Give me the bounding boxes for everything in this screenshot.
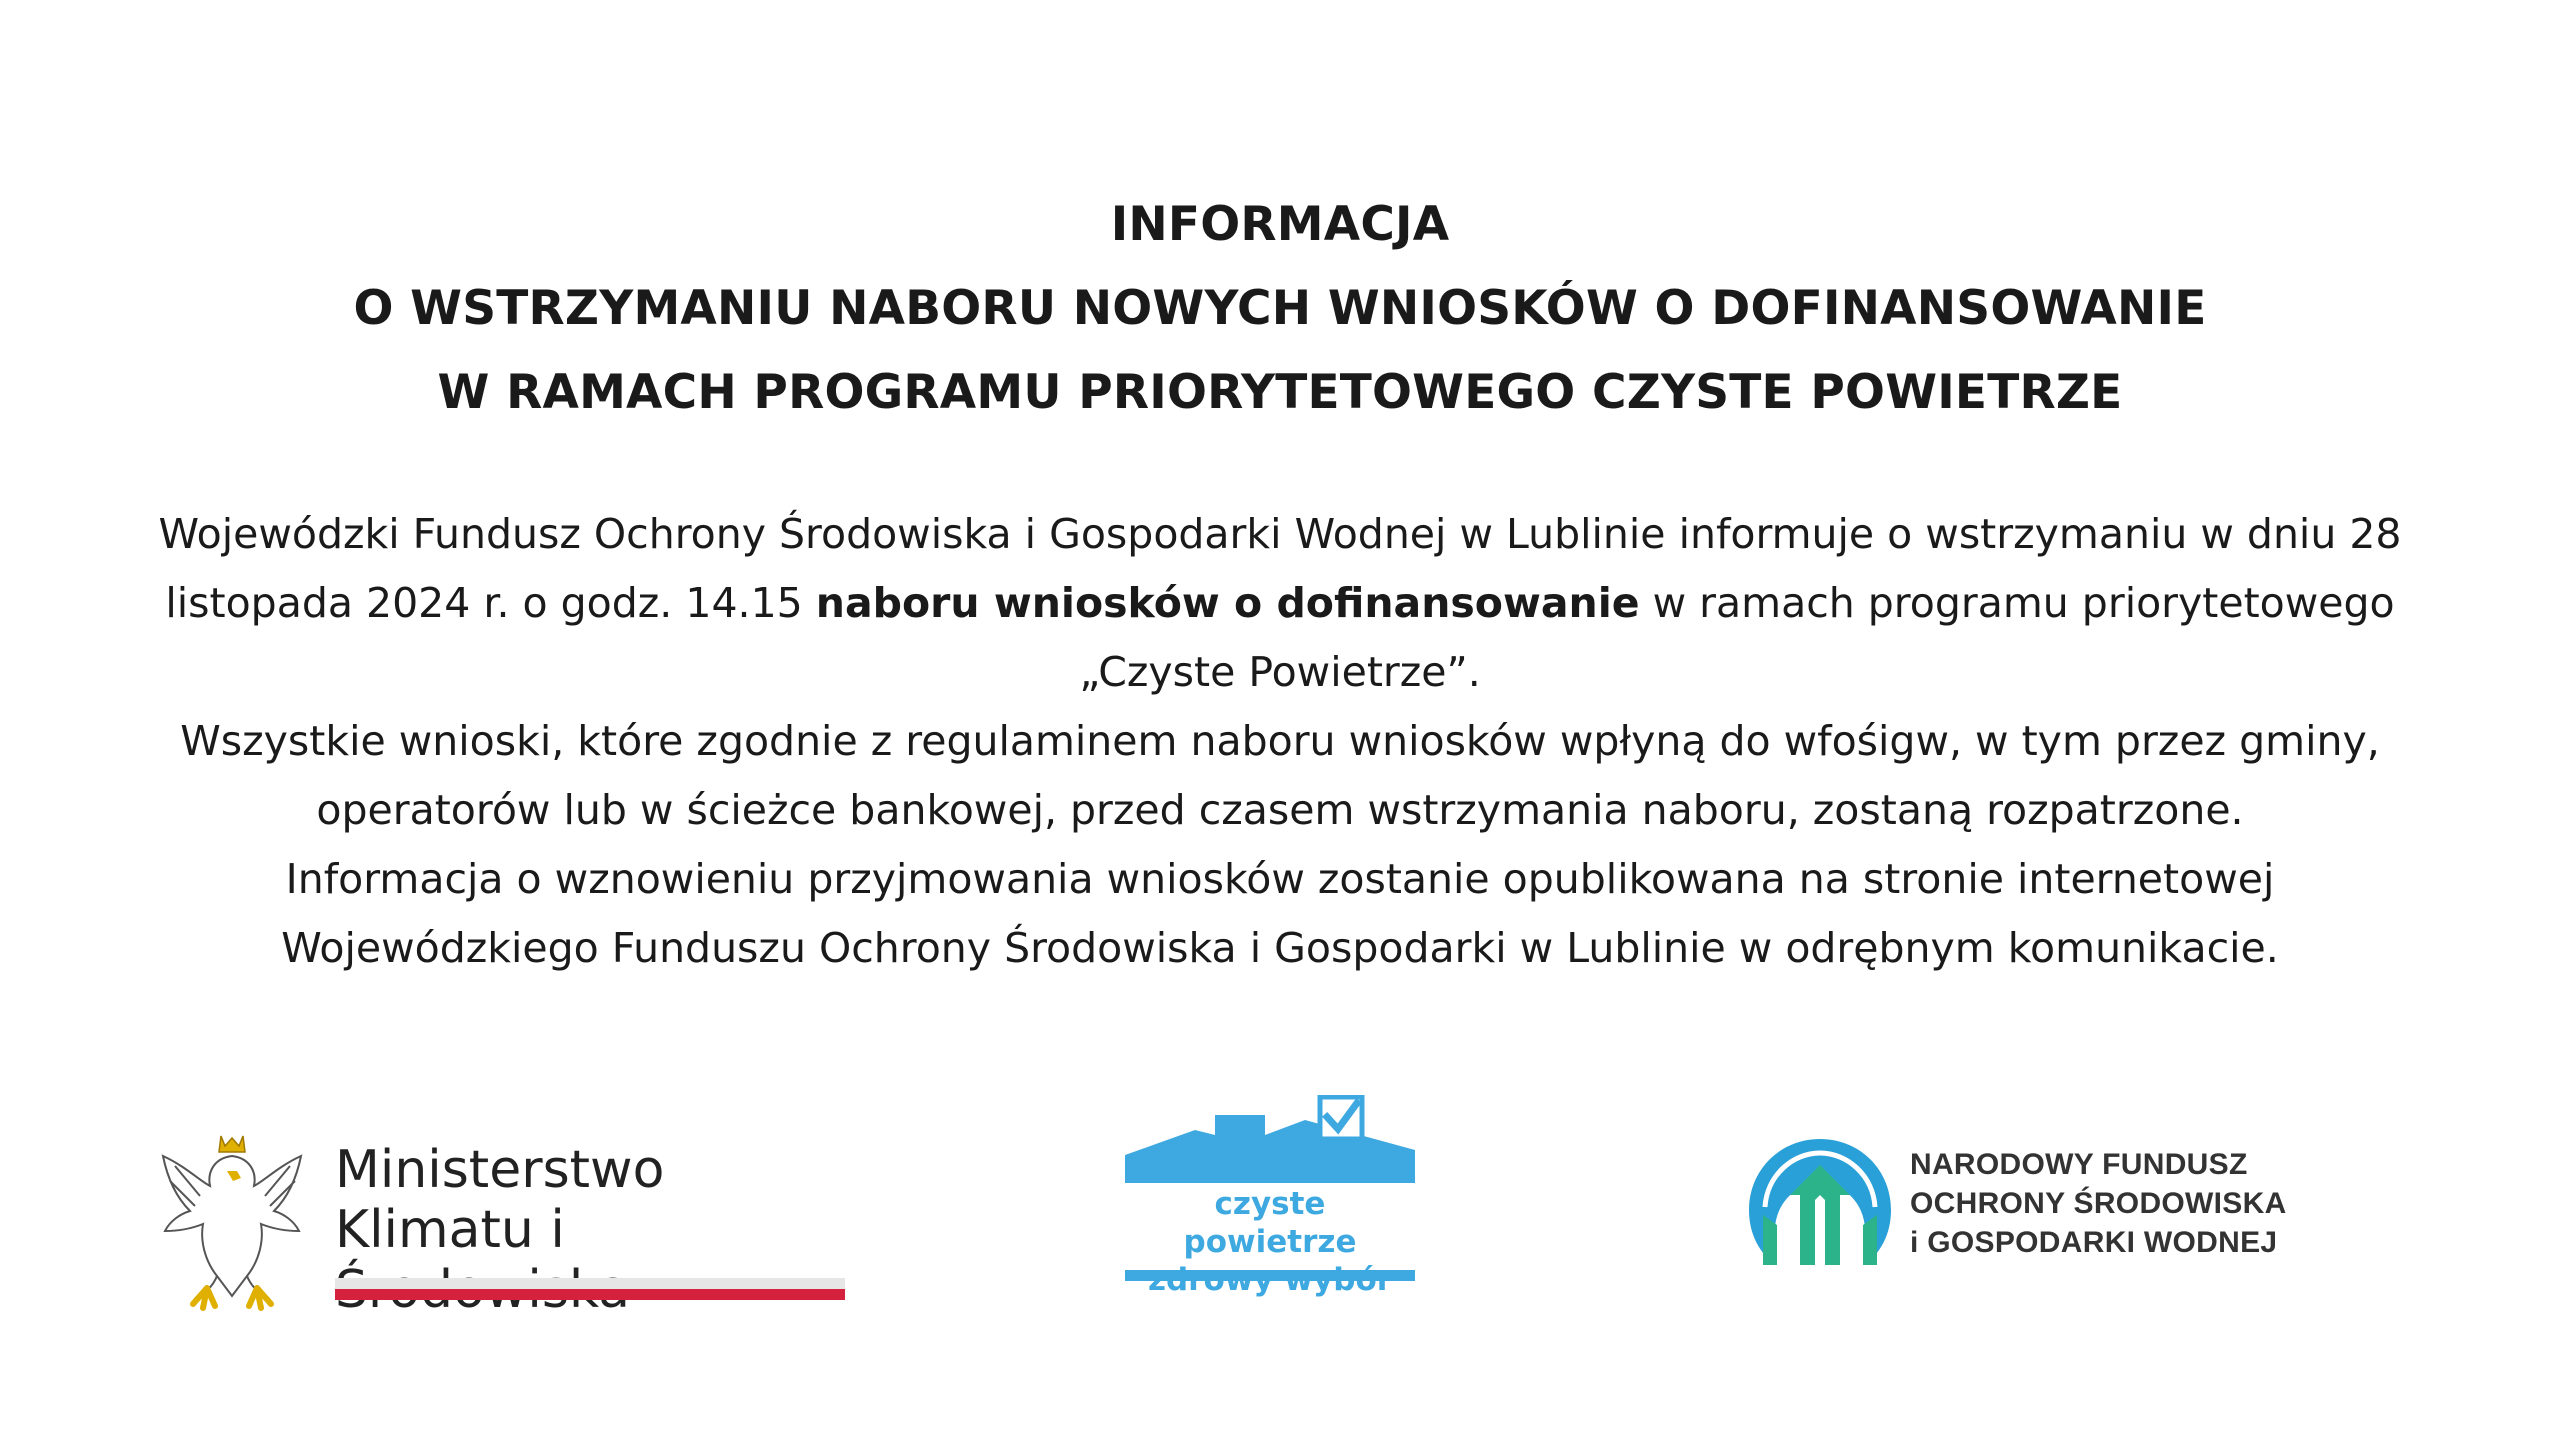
ministry-name: Ministerstwo Klimatu i bbox=[335, 1140, 665, 1260]
title-line-2: O WSTRZYMANIU NABORU NOWYCH WNIOSKÓW O DOFINANSOWANIE bbox=[353, 281, 2207, 336]
underline-bar bbox=[1125, 1270, 1415, 1281]
czyste-powietrze-text: czyste powietrze bbox=[1183, 1186, 1357, 1260]
paragraph-3: Informacja o wznowieniu przyjmowania wniosków zostanie opublikowana na stronie internetowej Wojewódzkiego Funduszu Ochrony Środowiska i Gospodarki w Lublinie w odrębnym komunikacie. bbox=[281, 855, 2279, 972]
nfosigw-logo bbox=[1745, 1135, 2305, 1285]
page-title bbox=[0, 183, 2560, 435]
house-check-icon bbox=[1125, 1095, 1415, 1190]
title-line-1: INFORMACJA bbox=[1110, 197, 1450, 252]
announcement-body bbox=[150, 500, 2410, 983]
flag-stripe-red bbox=[335, 1289, 845, 1300]
czyste-powietrze-logo bbox=[1125, 1095, 1415, 1285]
nfosigw-emblem-icon bbox=[1745, 1135, 1895, 1270]
polish-eagle-icon bbox=[145, 1126, 320, 1311]
bold-phrase: naboru wniosków o dofinansowanie bbox=[815, 579, 1640, 627]
paragraph-1: Wojewódzki Fundusz Ochrony Środowiska i Gospodarki Wodnej w Lublinie informuje o wstrzymaniu w dniu 28 listopada 2024 r. o godz. 14.15 naboru wniosków o dofinansowanie w ramach programu priorytetowego „Czyste Powietrze”. bbox=[158, 510, 2402, 696]
flag-stripe-white bbox=[335, 1278, 845, 1289]
title-line-3: W RAMACH PROGRAMU PRIORYTETOWEGO CZYSTE POWIETRZE bbox=[437, 365, 2123, 420]
ministry-logo bbox=[145, 1118, 845, 1318]
nfosigw-name: NARODOWY FUNDUSZ OCHRONY ŚRODOWISKA i GOSPODARKI WODNEJ bbox=[1910, 1148, 2287, 1259]
paragraph-2: Wszystkie wnioski, które zgodnie z regulaminem naboru wniosków wpłyną do wfośigw, w tym przez gminy, operatorów lub w ścieżce bankowej, przed czasem wstrzymania naboru, zostaną rozpatrzone. bbox=[180, 717, 2380, 834]
